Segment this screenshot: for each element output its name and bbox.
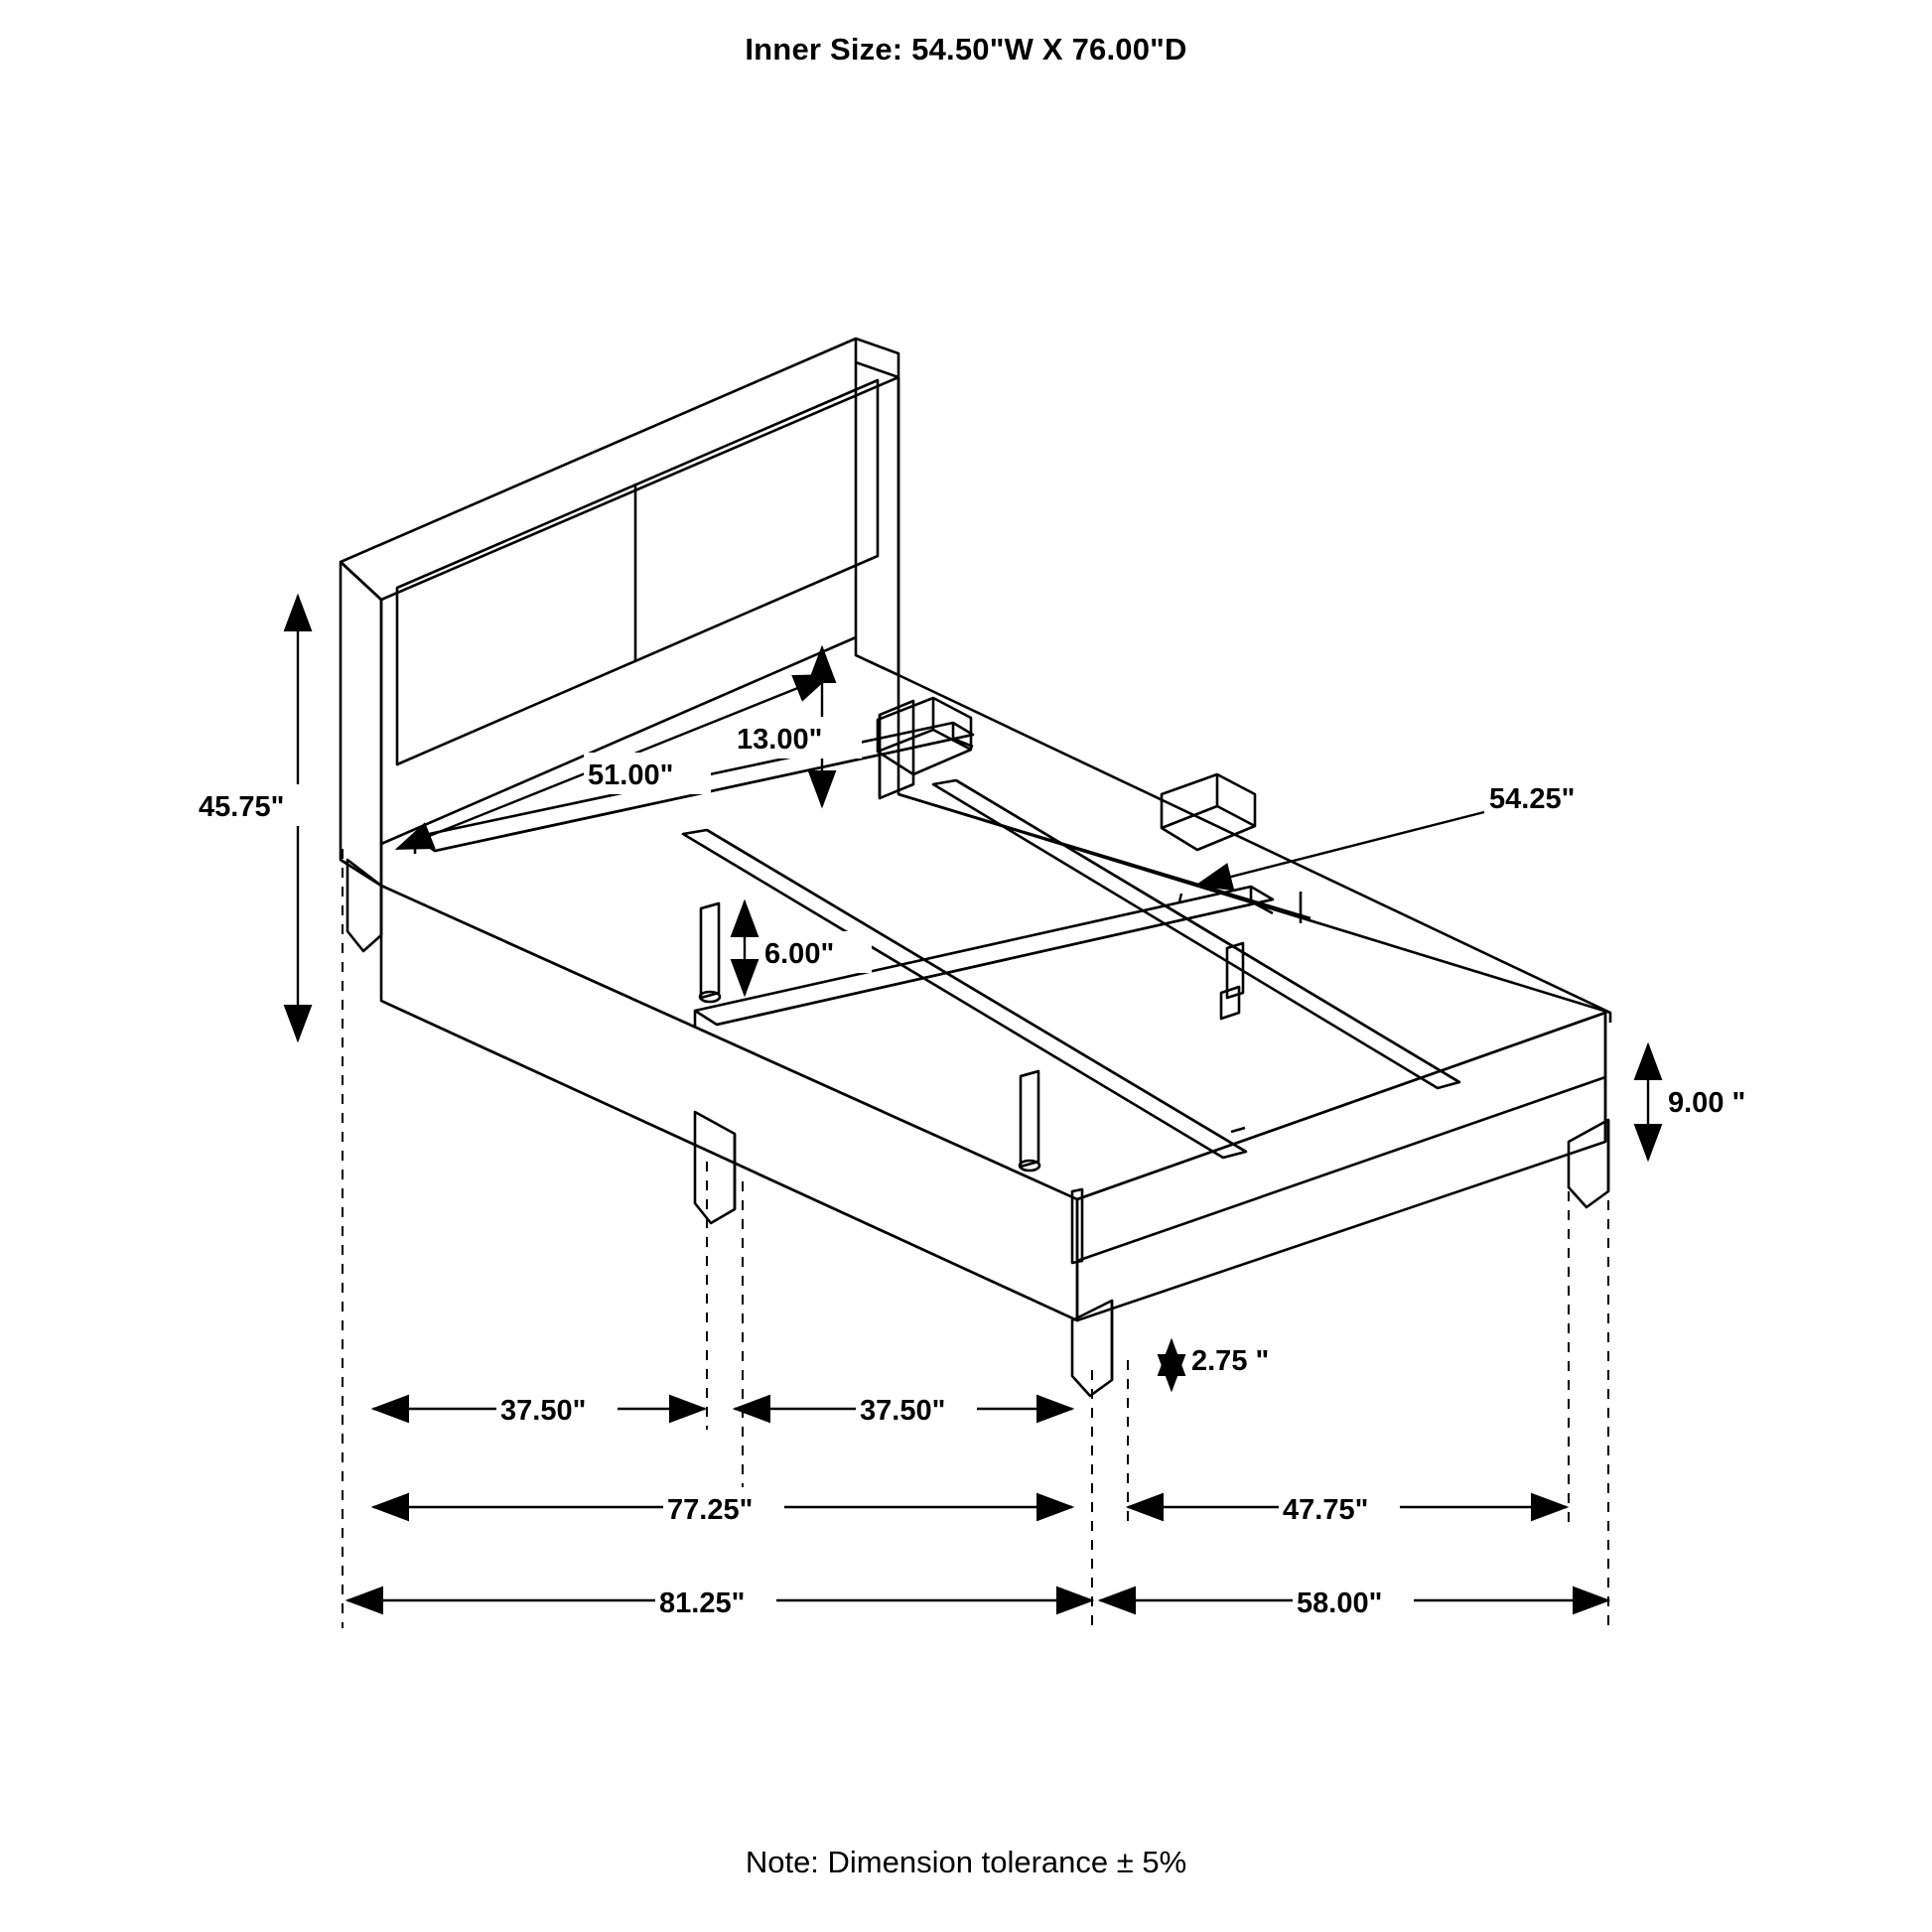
bed-outline <box>341 339 1610 1396</box>
dim-inner-length: 77.25" <box>667 1494 754 1526</box>
dim-foot-depth: 47.75" <box>1283 1494 1369 1526</box>
dimension-labels <box>197 717 1793 1622</box>
dim-overall-length: 81.25" <box>659 1587 746 1619</box>
dim-center-leg-height: 6.00" <box>764 938 835 970</box>
dimension-lines <box>264 596 1648 1600</box>
tolerance-note: Note: Dimension tolerance ± 5% <box>745 1845 1187 1879</box>
dim-headboard-height: 45.75" <box>199 791 285 823</box>
dim-headboard-panel-width: 51.00" <box>588 759 674 791</box>
dim-panel-to-rail: 13.00" <box>737 724 823 756</box>
page-title: Inner Size: 54.50"W X 76.00"D <box>745 32 1187 67</box>
dim-slat-span-right: 37.50" <box>860 1395 946 1427</box>
dim-deck-height: 9.00 " <box>1668 1087 1746 1119</box>
dim-slat-span-left: 37.50" <box>500 1395 587 1427</box>
dim-foot-leg-height: 2.75 " <box>1191 1345 1270 1377</box>
dim-overall-width: 58.00" <box>1297 1587 1383 1619</box>
dim-side-rail-inner-width: 54.25" <box>1489 783 1576 815</box>
